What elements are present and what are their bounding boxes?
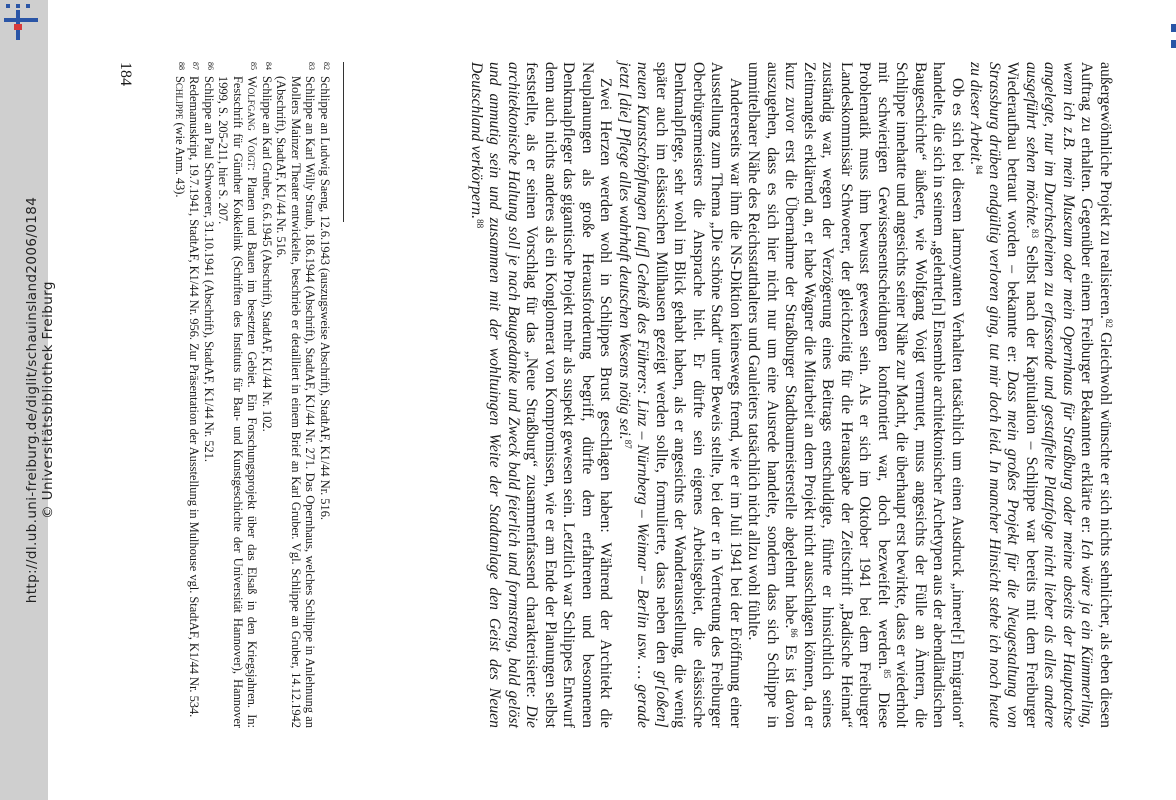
edge-mark bbox=[1171, 24, 1176, 32]
footnote-text: (wie Anm. 43). bbox=[173, 119, 187, 198]
footnote bbox=[274, 62, 318, 728]
footnote-number: 87 bbox=[191, 62, 201, 70]
footnote bbox=[260, 62, 275, 728]
footnote-ref: 86 bbox=[789, 628, 800, 638]
footnote-text: Schlippe an Karl Gruber, 6.6.1945 (Abschrift), StadtAF, K1/44 Nr. 102. bbox=[260, 76, 274, 432]
footnote-divider bbox=[343, 62, 344, 222]
quote-text: Die architektonische Haltung soll je nach Baugedanke und Zweck bald feierlich und formstreng, bald gelöst und anmutig sein und zusammen mit der wohltuingen Weite der Stadtanlage den Geist des Neuen Deutschland verkörpern. bbox=[468, 62, 541, 728]
quote-text: Ich wäre ja ein Kümmerling, wenn ich z.B. mein Museum oder mein Opernhaus für Straßburg oder meine abseits der Hauptachse angelegte, nur im Durchscheinen zu erfassende und gestaffelte Platzfolge nicht lieber als alles andere ausgeführt sehen möchte. bbox=[1023, 62, 1096, 729]
footnote-ref: 88 bbox=[475, 219, 485, 229]
quote-text: gr[oßen] neuen Kunstschöpfungen [auf] Geheiß des Führers: Linz – Nürnberg – Weimar – Berlin usw. … gerade jetzt [die] Pflege alles wahrhaft deutschen Wesens nötig sei. bbox=[616, 62, 670, 728]
edge-mark bbox=[1171, 40, 1176, 48]
text-run: Gleichwohl wünschte er sich nichts sehnlicher, als eben diesen Auftrag zu erhalten. Gegenüber einem Freiburger Bekannten erklärte er: bbox=[1078, 62, 1114, 728]
text-run: Selbst nach der Kapitulation – Schlippe war bereits mit dem Freiburger Wiederaufbau betraut worden – bekannte er: bbox=[1004, 62, 1040, 729]
footnote bbox=[202, 62, 217, 728]
text-run: Es ist davon auszugehen, dass es sich hier nicht nur um eine Ausrede handelte, sondern dass sich Schlippe in unmittelbarer Nähe des Reichsstatthalters und Gauleiters tatsächlich nicht allzu wohl fühlte. bbox=[745, 62, 800, 729]
footnote-number: 85 bbox=[249, 62, 259, 70]
body-paragraph bbox=[744, 62, 966, 728]
scanned-page bbox=[80, 0, 1120, 800]
text-run: Diese Problematik muss ihm bewusst gewesen sein. Als er sich im Oktober 1941 bei dem Freiburger Landeskommissär Schwoerer, der gleichzeitig für die Herausgabe der Zeitschrift „Badische Heimat“ zuständig war, wegen der Verzögerung eines Beitrags entschuldigte, führte er hinsichtlich seines Zeitmangels erklärend an, er habe Wagner die Mitarbeit an dem Projekt nicht ausschlagen können, da er kurz zuvor erst die Übernahme der Straßburger Stadtbaumeisterstelle abgelehnt habe. bbox=[782, 62, 892, 728]
footnote-number: 88 bbox=[177, 62, 186, 70]
right-edge bbox=[1170, 0, 1176, 800]
footnote-text: Schlippe an Karl Willy Straub, 18.6.1944 (Abschrift), StadtAF, K1/44 Nr. 271. Das Opernhaus, welches Schlippe in Anlehnung an Mollers Mainzer Theater entwickelte, beschrieb er detailliert in einem Brief an Karl Gruber. Vgl. Schlippe an Gruber, 14.12.1942 (Abschrift), StadtAF, K1/44 Nr. 516. bbox=[274, 76, 318, 728]
body-paragraph bbox=[966, 62, 1114, 728]
footnote-text: : Planen und Bauen im besetzten Gebiet. Ein Forschungsprojekt über das Elsaß in den Kriegsjahren. In: Festschrift für Günther Kokkelink (Schriften des Instituts für Bau- und Kunstgeschichte der Universität Hannover), Hannover 1999, S. 205-211, hier S. 207. bbox=[216, 76, 260, 728]
text-run: außergewöhnliche Projekt zu realisieren. bbox=[1097, 62, 1114, 319]
body-paragraph bbox=[467, 62, 615, 728]
footnote-text: Schlippe an Ludwig Saeng, 12.6.1943 (auszugsweise Abschrift), StadtAF, K1/44 Nr. 516. bbox=[318, 76, 332, 520]
footnote bbox=[187, 62, 202, 728]
footnote-author: Schlippe bbox=[173, 76, 187, 120]
copyright-notice: © Universitätsbibliothek Freiburg bbox=[40, 281, 56, 519]
footnote-ref: 83 bbox=[1030, 228, 1040, 239]
footnote-number: 83 bbox=[307, 62, 317, 70]
footnotes bbox=[173, 62, 333, 728]
footnote-text: Redemanuskript, 19.7.1941, StadtAF, K1/44 Nr. 956. Zur Präsentation der Ausstellung in Mulhouse vgl. StadtAF, K1/44 Nr. 534. bbox=[187, 76, 202, 718]
page-number: 184 bbox=[117, 62, 134, 86]
footnote-number: 84 bbox=[264, 62, 273, 70]
footnote-author: Wolfgang Voigt bbox=[245, 76, 260, 168]
quote-text: Dass mein großes Projekt für die Neugestaltung von Strassburg drüben endgültig verloren ging, tut mir doch leid. In mancher Hinsicht stehe ich noch heute zu dieser Arbeit. bbox=[967, 62, 1022, 729]
footnote-number: 86 bbox=[206, 62, 215, 70]
footnote-number: 82 bbox=[322, 62, 331, 70]
body-paragraph bbox=[615, 62, 745, 728]
text-run: Ob es sich bei diesem larmoyanten Verhalten tatsächlich um einen Ausdruck „innere[r] Emigration“ handelte, die sich in seinem „gelehrte[n] Ensemble architektonischer Archetypen aus der abendländischen Baugeschichte“ äußerte, wie Wolfgang Voigt vermutet, muss angesichts der Fülle an Ämtern, die Schlippe innehatte und angesichts seiner Nähe zur Macht, die überhaupt erst bewirkte, dass er wiederholt mit schwierigen Gewissensentscheidungen konfrontiert war, doch bezweifelt werden. bbox=[875, 62, 966, 728]
footnote-ref: 82 bbox=[1104, 318, 1114, 328]
footnote bbox=[318, 62, 333, 728]
footnote bbox=[173, 62, 188, 728]
source-url[interactable]: http://dl.ub.uni-freiburg.de/diglit/schauinsland2006/0184 bbox=[24, 196, 40, 604]
text-run: Andererseits war ihm die NS-Diktion keineswegs fremd, wie er im Juli 1941 bei der Eröffnung einer Ausstellung zum Thema „Die schöne Stadt“ unter Beweis stellte, bei der er in Vertretung des Freiburger Oberbürgermeisters die Ansprache hielt. Er dürfte sein eigenes Arbeitsgebiet, die elsässische Denkmalpflege, sehr wohl im Blick gehabt haben, als er angesichts der Wanderausstellung, die wenig später auch im elsässischen Mülhausen gezeigt werden sollte, formulierte, dass neben den bbox=[653, 62, 744, 728]
body-text bbox=[467, 62, 1115, 728]
footnote-ref: 87 bbox=[623, 439, 633, 449]
text-run: Zwei Herzen werden wohl in Schlippes Brust geschlagen haben: Während der Architekt die Neuplanungen als große Herausforderung begriff, dürfte dem erfahrenen und besonnenen Denkmalpfleger das gigantische Projekt mehr als suspekt gewesen sein. Letztlich war Schlippes Entwurf denn auch nichts anderes als ein Konglomerat von Kompromissen, wie er am Ende der Planungen selbst feststellte, als er seinen Vorschlag für das „Neue Straßburg“ zusammenfassend charakterisierte: bbox=[523, 62, 615, 728]
footnote-ref: 84 bbox=[974, 165, 985, 175]
footnote bbox=[216, 62, 260, 728]
footnote-ref: 85 bbox=[882, 669, 892, 679]
footnote-text: Schlippe an Paul Schwoerer, 31.10.1941 (Abschrift), StadtAF, K1/44 Nr. 521. bbox=[202, 76, 216, 463]
